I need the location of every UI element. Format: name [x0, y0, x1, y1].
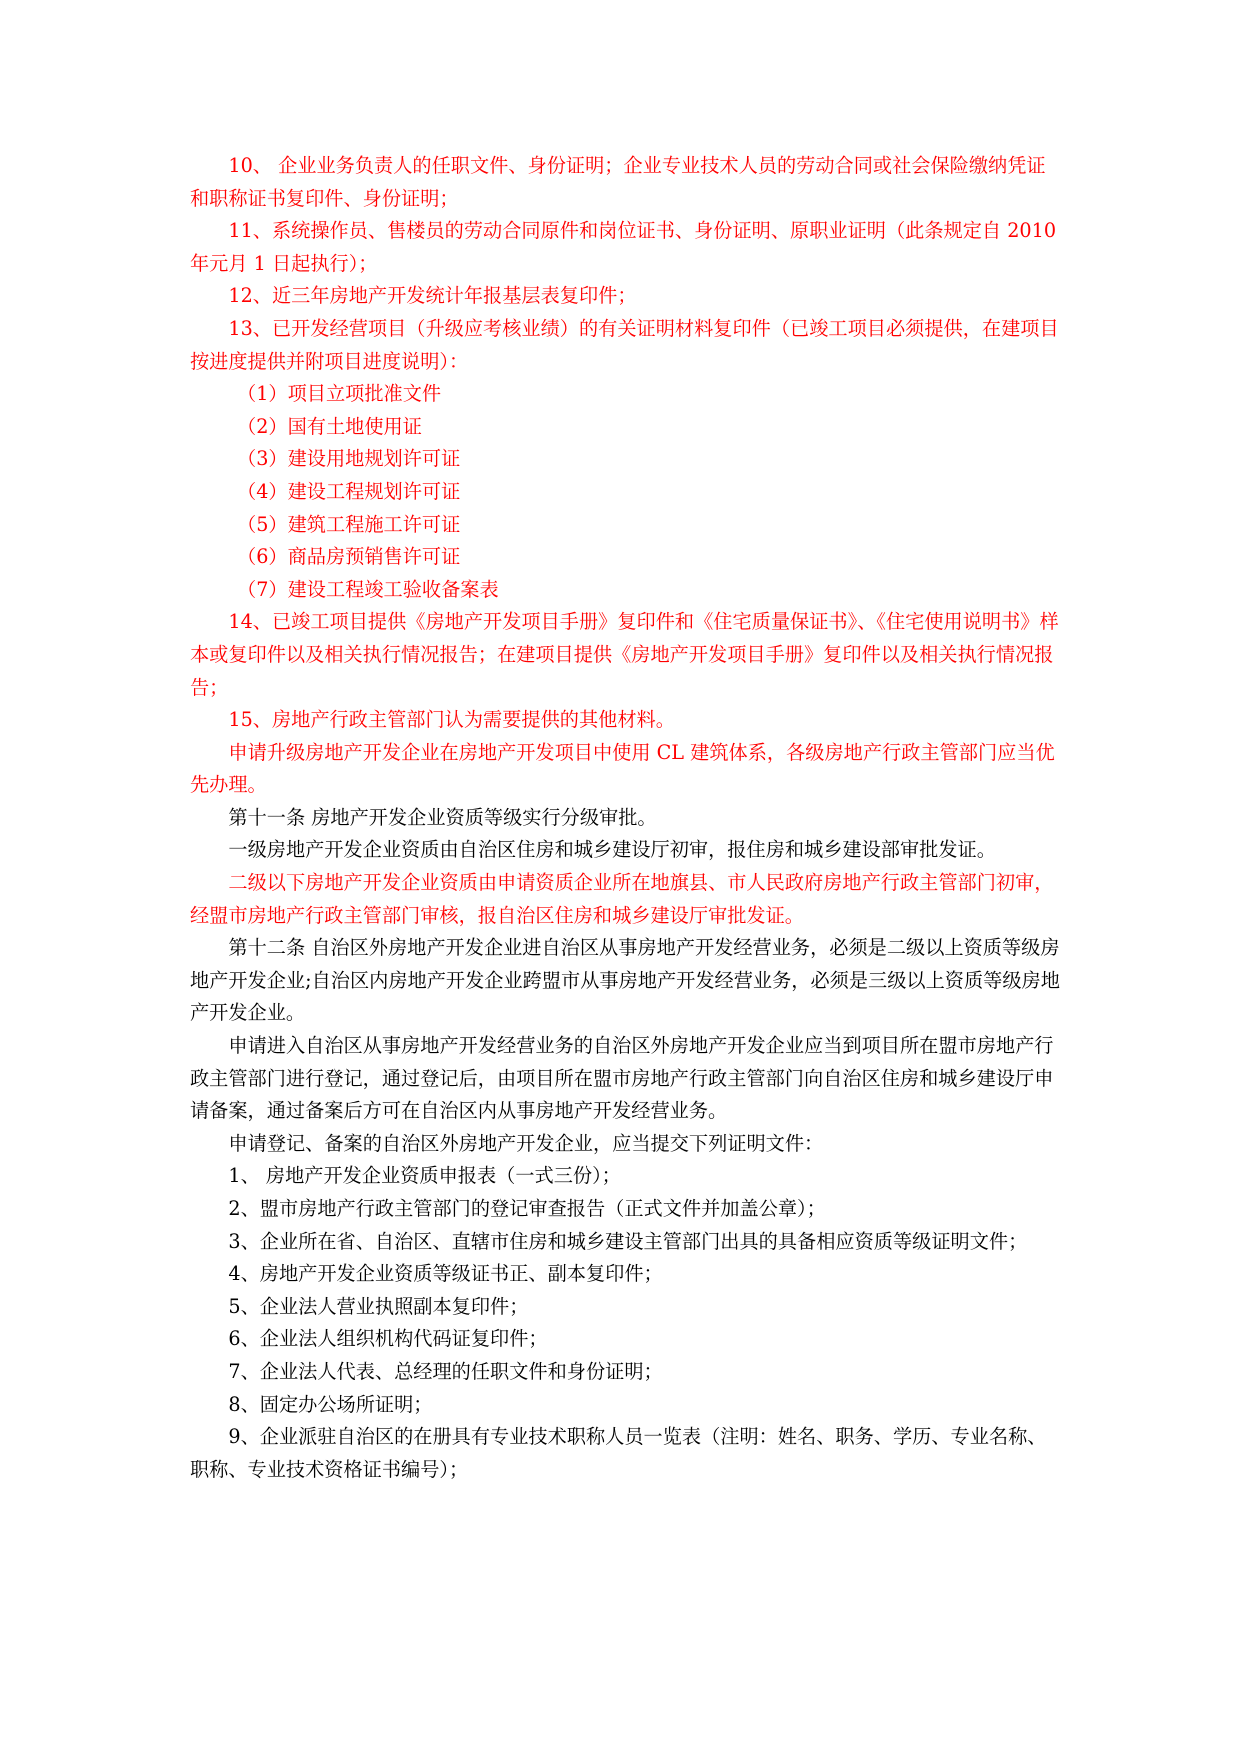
paragraph: 10、 企业业务负责人的任职文件、身份证明；企业专业技术人员的劳动合同或社会保险缴纳凭证和职称证书复印件、身份证明；	[190, 154, 1046, 210]
paragraph: 14、已竣工项目提供《房地产开发项目手册》复印件和《住宅质量保证书》、《住宅使用说明书》样本或复印件以及相关执行情况报告；在建项目提供《房地产开发项目手册》复印件以及相关执行情况报告；	[190, 610, 1059, 699]
list-sub-item: （1）项目立项批准文件	[237, 382, 442, 406]
paragraph: 一级房地产开发企业资质由自治区住房和城乡建设厅初审，报住房和城乡建设部审批发证。	[228, 838, 996, 862]
paragraph: 二级以下房地产开发企业资质由申请资质企业所在地旗县、市人民政府房地产行政主管部门初审，经盟市房地产行政主管部门审核，报自治区住房和城乡建设厅审批发证。	[190, 871, 1054, 927]
paragraph: 7、企业法人代表、总经理的任职文件和身份证明；	[228, 1359, 663, 1383]
paragraph: 13、已开发经营项目（升级应考核业绩）的有关证明材料复印件（已竣工项目必须提供，在建项目按进度提供并附项目进度说明）：	[190, 316, 1059, 373]
paragraph: 5、企业法人营业执照副本复印件；	[228, 1294, 529, 1318]
document-page	[190, 150, 1060, 1486]
paragraph: 申请进入自治区从事房地产开发经营业务的自治区外房地产开发企业应当到项目所在盟市房地产行政主管部门进行登记，通过登记后，由项目所在盟市房地产行政主管部门向自治区住房和城乡建设厅申请备案，通过备案后方可在自治区内从事房地产开发经营业务。	[190, 1034, 1054, 1123]
paragraph: 1、 房地产开发企业资质申报表（一式三份）；	[228, 1164, 621, 1188]
list-sub-item: （2）国有土地使用证	[237, 414, 422, 438]
paragraph: 2、盟市房地产行政主管部门的登记审查报告（正式文件并加盖公章）；	[228, 1197, 826, 1220]
paragraph: 申请升级房地产开发企业在房地产开发项目中使用 CL 建筑体系，各级房地产行政主管部门应当优先办理。	[190, 740, 1055, 797]
paragraph: 4、房地产开发企业资质等级证书正、副本复印件；	[228, 1262, 663, 1286]
paragraph: 11、系统操作员、售楼员的劳动合同原件和岗位证书、身份证明、原职业证明（此条规定自 2010 年元月 1 日起执行）；	[190, 219, 1057, 275]
paragraph: 6、企业法人组织机构代码证复印件；	[228, 1327, 548, 1351]
paragraph: 第十一条 房地产开发企业资质等级实行分级审批。	[228, 805, 657, 829]
paragraph: 3、企业所在省、自治区、直辖市住房和城乡建设主管部门出具的具备相应资质等级证明文件；	[228, 1229, 1028, 1253]
paragraph: 8、固定办公场所证明；	[228, 1392, 433, 1416]
paragraph: 15、房地产行政主管部门认为需要提供的其他材料。	[228, 708, 675, 732]
paragraph: 第十二条 自治区外房地产开发企业进自治区从事房地产开发经营业务，必须是二级以上资质等级房地产开发企业;自治区内房地产开发企业跨盟市从事房地产开发经营业务，必须是三级以上资质等级房地产开发企业。	[190, 936, 1060, 1025]
list-sub-item: （7）建设工程竣工验收备案表	[237, 577, 499, 601]
paragraph: 申请登记、备案的自治区外房地产开发企业，应当提交下列证明文件：	[228, 1131, 824, 1155]
list-sub-item: （4）建设工程规划许可证	[237, 479, 461, 503]
list-sub-item: （3）建设用地规划许可证	[237, 447, 461, 471]
list-sub-item: （6）商品房预销售许可证	[237, 545, 461, 569]
list-sub-item: （5）建筑工程施工许可证	[237, 512, 461, 536]
paragraph: 12、近三年房地产开发统计年报基层表复印件；	[228, 284, 637, 308]
paragraph: 9、企业派驻自治区的在册具有专业技术职称人员一览表（注明：姓名、职务、学历、专业名称、职称、专业技术资格证书编号）；	[190, 1425, 1047, 1481]
